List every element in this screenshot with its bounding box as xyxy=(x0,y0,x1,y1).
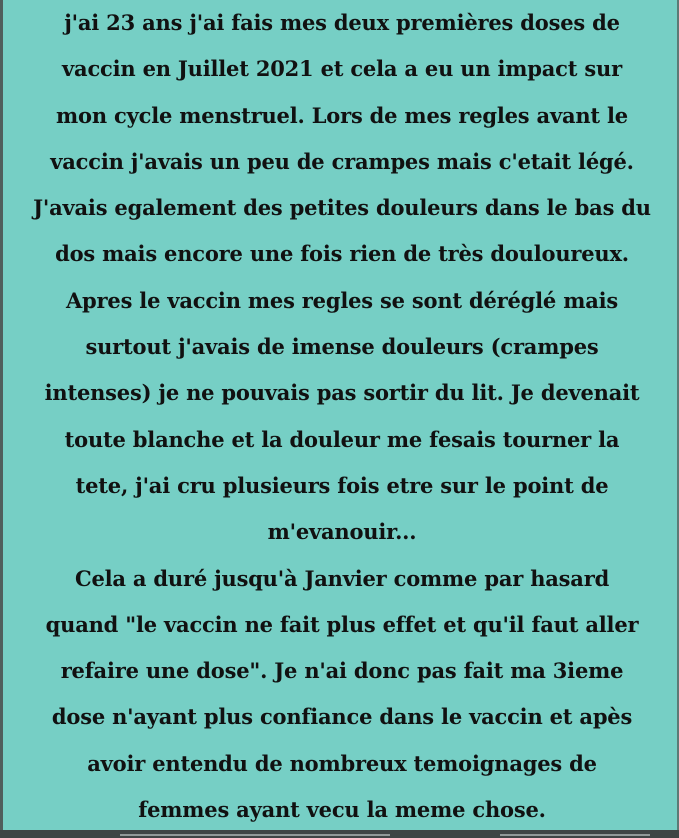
bottom-edge xyxy=(0,830,679,838)
text-line: quand "le vaccin ne fait plus effet et qu'il faut aller xyxy=(45,611,639,637)
text-line: J'avais egalement des petites douleurs dans le bas du xyxy=(33,195,651,221)
text-line: refaire une dose". Je n'ai donc pas fait ma 3ieme xyxy=(60,658,624,684)
text-line: tete, j'ai cru plusieurs fois etre sur le point de xyxy=(75,472,609,498)
text-line: j'ai 23 ans j'ai fais mes deux premières doses de xyxy=(64,10,620,35)
text-line: toute blanche et la douleur me fesais tourner la xyxy=(64,426,620,452)
text-line: vaccin j'avais un peu de crampes mais c'etait légé. xyxy=(50,148,634,174)
text-line: surtout j'avais de imense douleurs (crampes xyxy=(85,334,599,360)
text-line: vaccin en Juillet 2021 et cela a eu un impact sur xyxy=(62,56,622,82)
text-line: avoir entendu de nombreux temoignages de xyxy=(87,750,597,776)
text-line: dos mais encore une fois rien de très douloureux. xyxy=(55,241,629,267)
text-line: Cela a duré jusqu'à Janvier comme par hasard xyxy=(74,565,610,591)
text-line: femmes ayant vecu la meme chose. xyxy=(138,797,546,823)
left-border xyxy=(0,0,3,838)
text-line: intenses) je ne pouvais pas sortir du lit. Je devenait xyxy=(44,380,640,406)
text-line: dose n'ayant plus confiance dans le vaccin et apès xyxy=(51,704,633,730)
text-line: Apres le vaccin mes regles se sont déréglé mais xyxy=(65,287,619,313)
cropped-text-mark xyxy=(120,834,390,836)
text-line: m'evanouir... xyxy=(267,519,417,545)
text-line: mon cycle menstruel. Lors de mes regles avant le xyxy=(56,102,628,128)
testimony-text xyxy=(22,0,662,833)
cropped-text-mark xyxy=(500,834,650,836)
